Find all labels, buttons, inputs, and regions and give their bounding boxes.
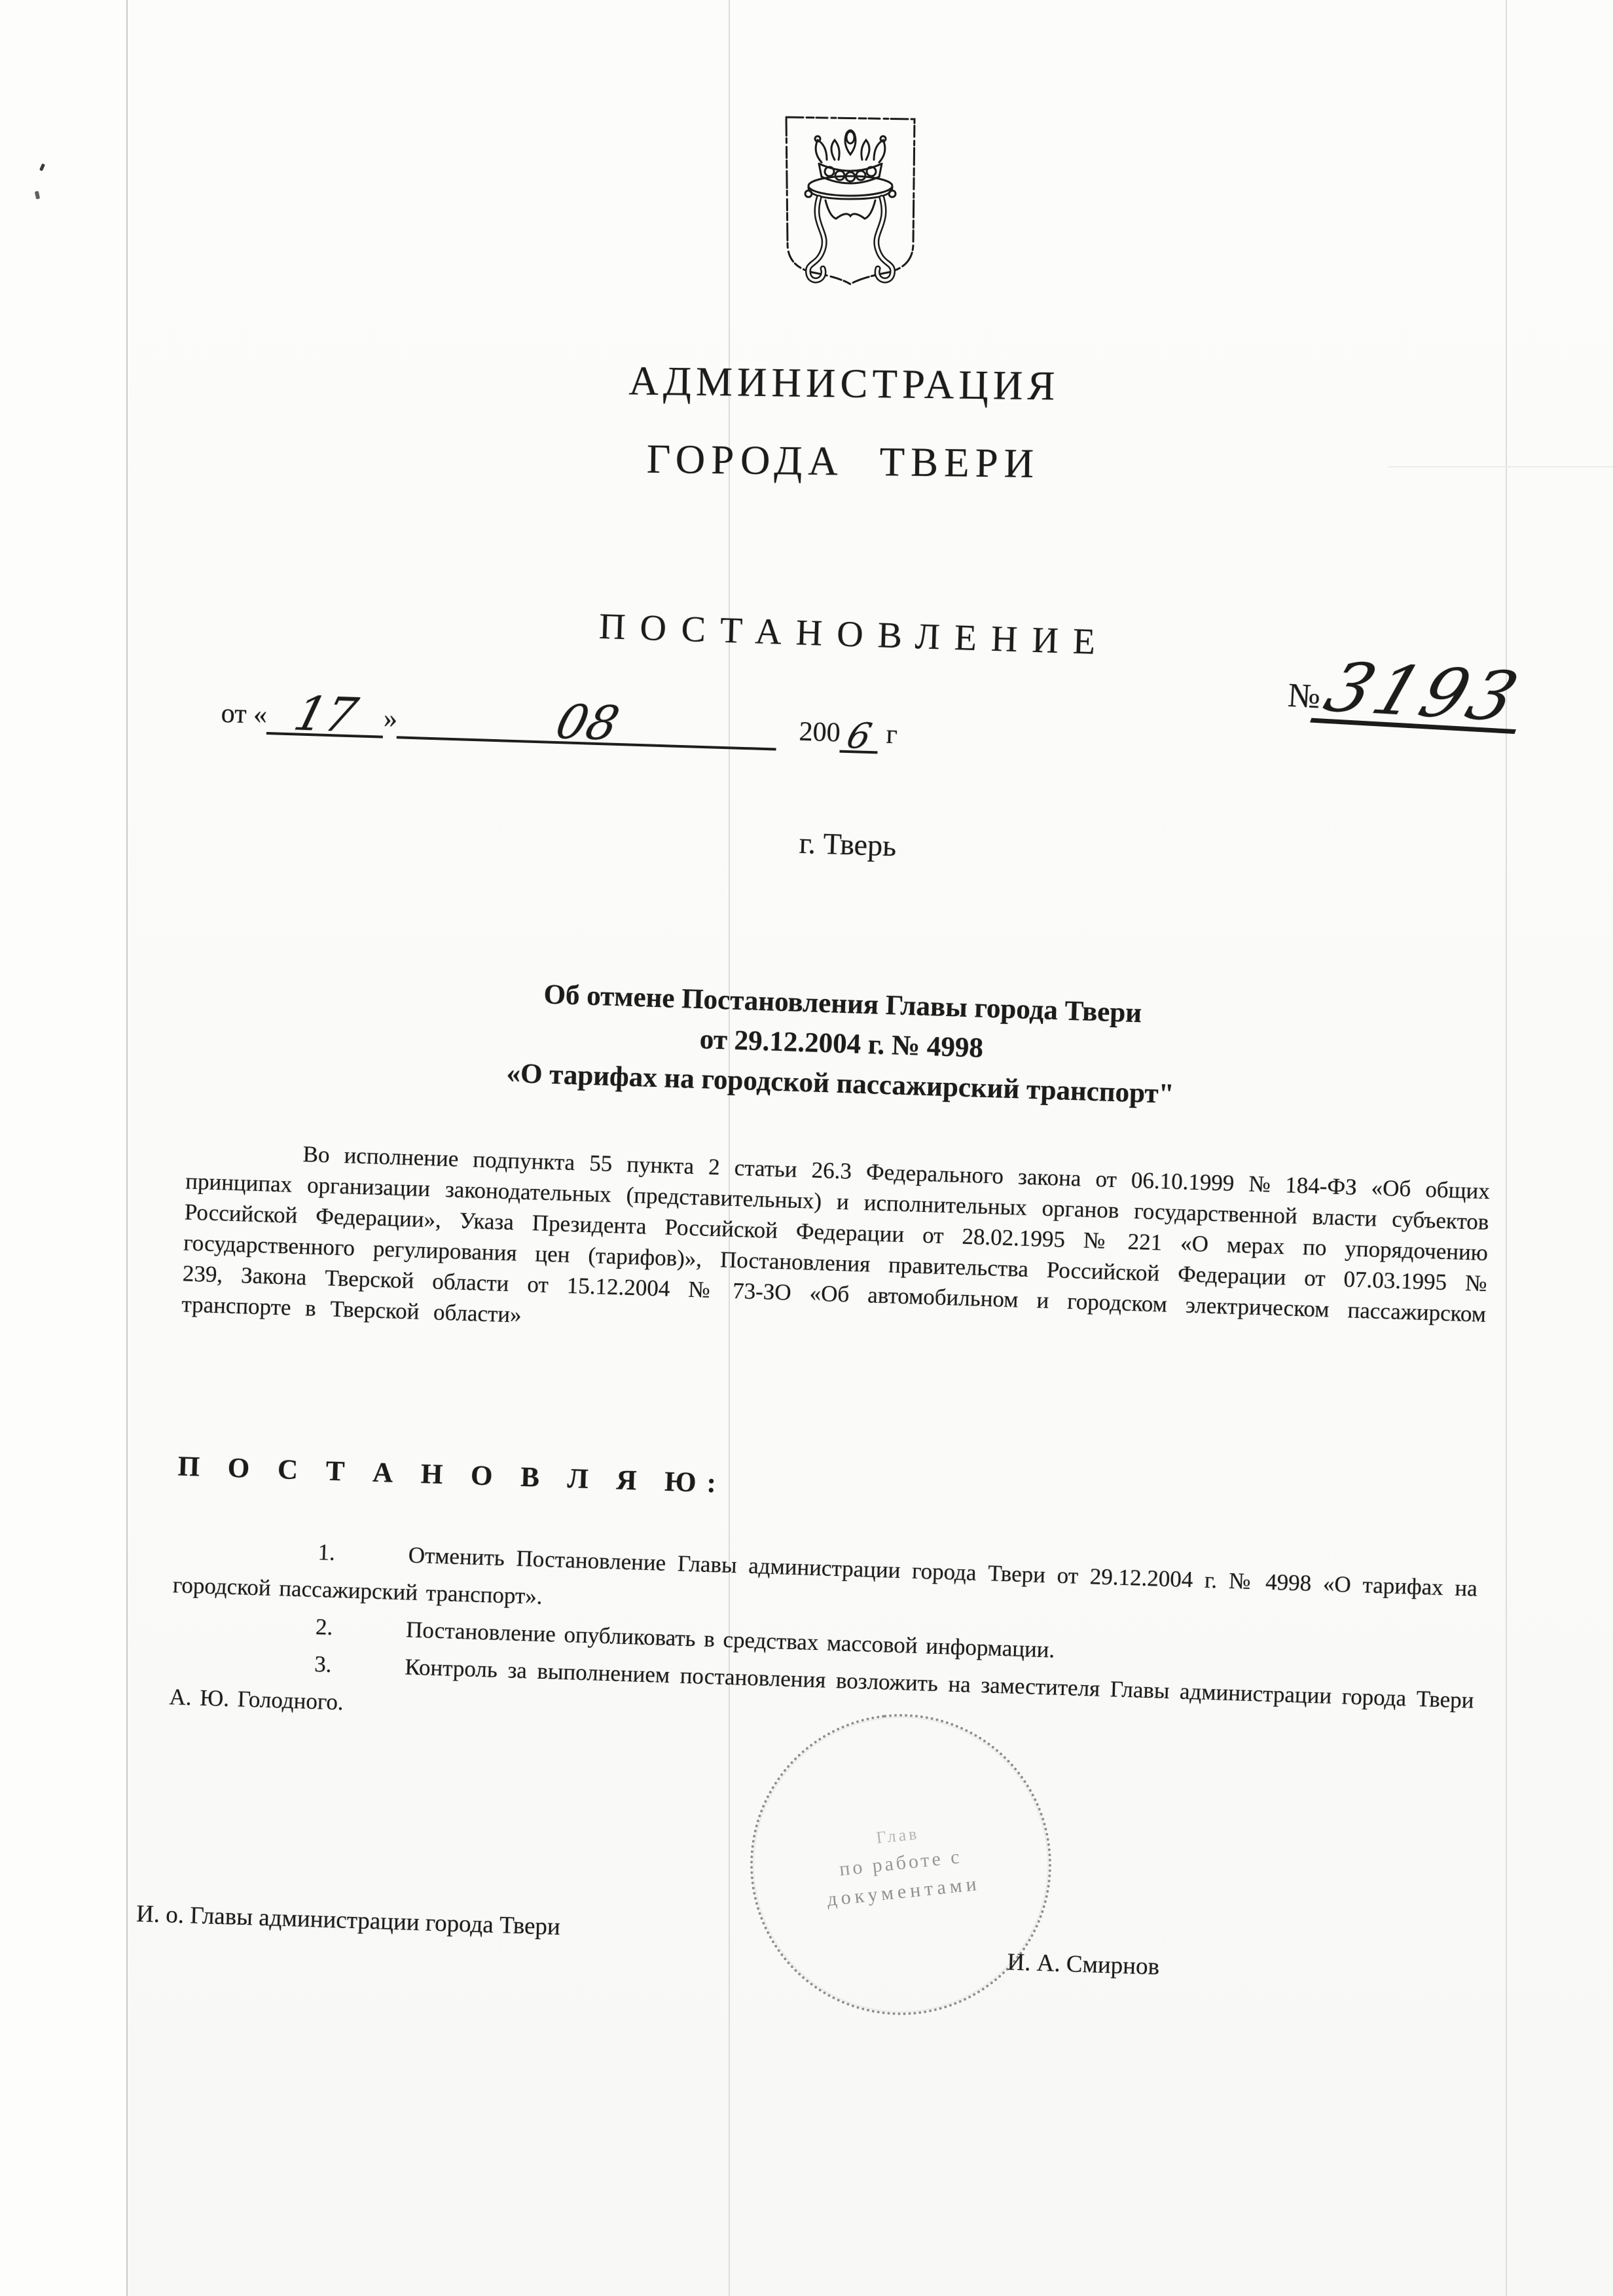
date-day-blank (266, 685, 384, 742)
date-prefix: от « (221, 698, 268, 731)
handwritten-year-digit: 6 (843, 714, 877, 757)
item-text: Контроль за выполнением постановления возложить на заместителя Главы администрации города Твери А. Ю. Голодного. (169, 1654, 1475, 1715)
handwritten-day: 17 (288, 685, 363, 742)
subject-line3: «О тарифах на городской пассажирский транспорт" (505, 1057, 1175, 1110)
subject-title (189, 964, 1495, 1124)
stamp-line: по работе с (838, 1846, 963, 1880)
org-name-line1: АДМИНИСТРАЦИЯ (628, 357, 1060, 409)
signature-name: И. А. Смирнов (1006, 1948, 1160, 1980)
item-text: Отменить Постановление Главы администрации города Твери от 29.12.2004 г. № 4998 «О тарифах на городской пассажирский транспорт». (172, 1542, 1478, 1609)
document-number (1286, 647, 1531, 737)
subject-line1: Об отмене Постановления Главы города Твери (543, 979, 1142, 1029)
place-line: г. Тверь (799, 826, 897, 863)
signature-position: И. о. Главы администрации города Твери (136, 1900, 561, 1941)
date-line (221, 685, 898, 757)
item-number: 1. (317, 1539, 336, 1565)
item-number: 2. (315, 1614, 333, 1640)
date-year-printed: 200 (798, 716, 841, 748)
item-text: Постановление опубликовать в средствах массовой информации. (405, 1616, 1055, 1663)
handwritten-month: 08 (550, 694, 625, 751)
stamp-line: документами (825, 1872, 982, 1910)
org-name-line2: ГОРОДА ТВЕРИ (646, 435, 1040, 487)
resolution-word: П О С Т А Н О В Л Я Ю: (177, 1451, 727, 1499)
number-sign: № (1286, 676, 1322, 716)
document-type-title: ПОСТАНОВЛЕНИЕ (598, 606, 1110, 663)
date-month-blank (397, 694, 778, 751)
date-close-quote: » (383, 703, 398, 735)
date-year-blank (840, 714, 879, 757)
date-year-suffix: г (885, 719, 898, 750)
item-number: 3. (314, 1651, 333, 1677)
handwritten-number: 3193 (1310, 659, 1536, 734)
resolution-items (169, 1529, 1478, 1756)
subject-line2: от 29.12.2004 г. № 4998 (699, 1024, 984, 1064)
stamp-line: Глав (875, 1823, 920, 1848)
preamble-paragraph: Во исполнение подпункта 55 пункта 2 статьи 26.3 Федерального закона от 06.10.1999 № 184-ФЗ «Об общих принципах организации законодательных (представительных) и исполнительных органов государственной власти субъектов Российской Федерации», Указа Президента Российской Федерации от 28.02.1995 № 221 «О мерах по упорядочению государственного регулирования цен (тарифов)», Постановления правительства Российской Федерации от 07.03.1995 № 239, Закона Тверской области от 15.12.2004 № 73-ЗО «Об автомобильном и городском электрическом пассажирском транспорте в Тверской области» (181, 1141, 1491, 1328)
